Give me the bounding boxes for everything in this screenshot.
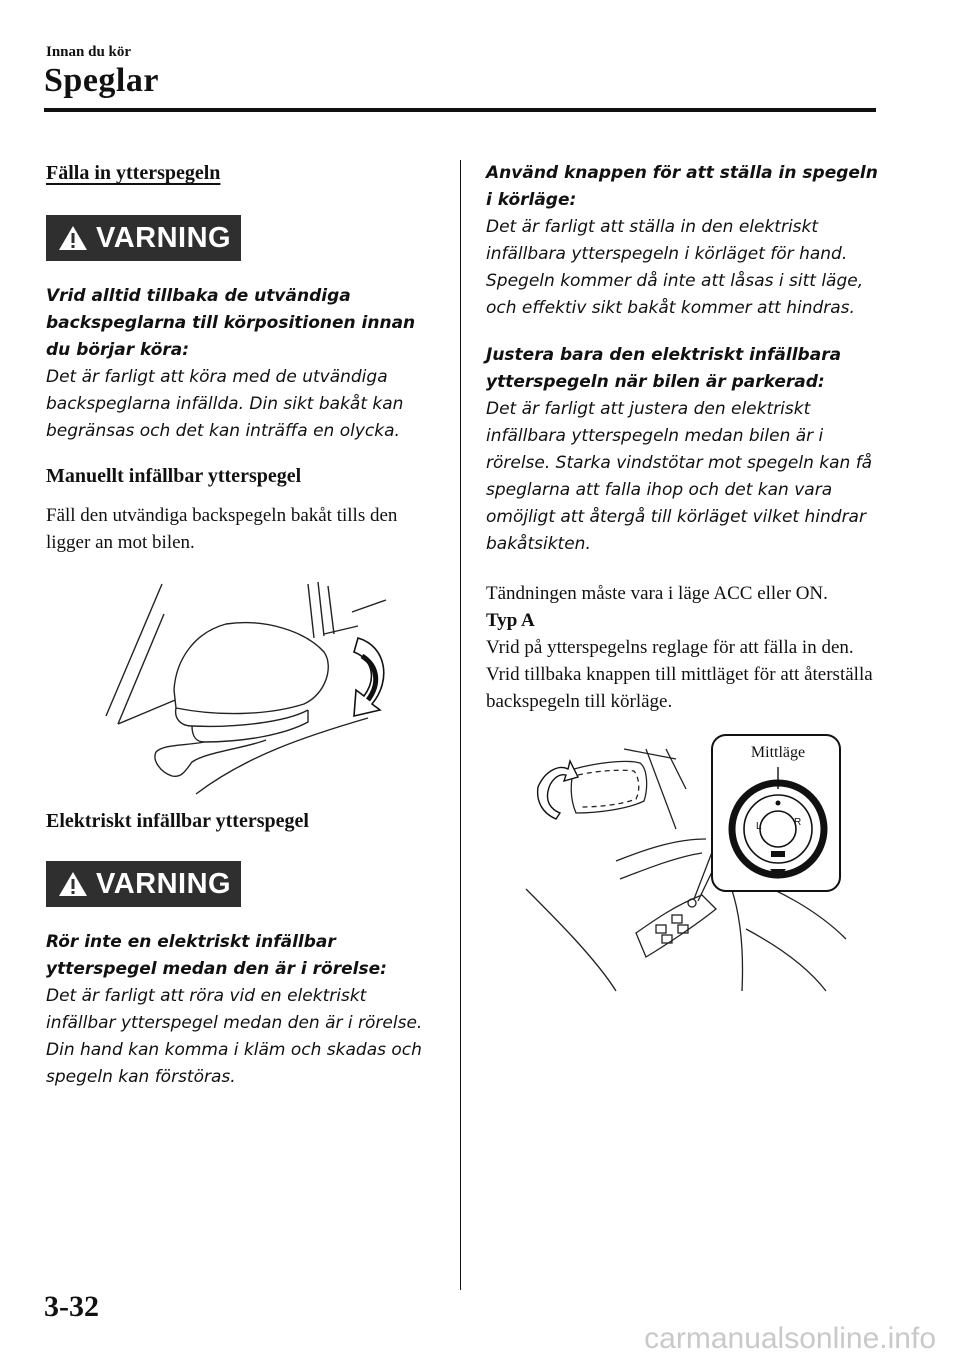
warning-title: Vrid alltid tillbaka de utvändiga backspeglarna till körpositionen innan du börjar köra:	[46, 286, 416, 360]
section-label: Innan du kör	[46, 44, 132, 60]
heading-fold-mirror: Fälla in ytterspegeln	[46, 162, 221, 184]
warning-label: VARNING	[96, 221, 232, 254]
caution-title: Justera bara den elektriskt infällbara ytterspegeln när bilen är parkerad:	[486, 345, 842, 392]
caution-body: Det är farligt att ställa in den elektriskt infällbara ytterspegeln i körläget för hand. Spegeln kommer då inte att låsas i sitt läge, och effektiv sikt bakåt kommer att hindras.	[486, 217, 864, 318]
type-label: Typ A	[486, 610, 535, 631]
manual-mirror-illustration	[96, 576, 396, 796]
warning-text-1	[46, 283, 438, 445]
warning-label: VARNING	[96, 867, 232, 900]
knob-left-label: L	[756, 821, 762, 832]
title-rule	[44, 108, 876, 112]
step-1: Vrid på ytterspegelns reglage för att fälla in den.	[486, 637, 854, 658]
warning-block-1	[46, 215, 438, 261]
left-column	[46, 162, 438, 1091]
page-number: 3-32	[44, 1290, 99, 1323]
knob-right-label: R	[794, 817, 802, 828]
right-column	[486, 160, 886, 999]
heading-electric: Elektriskt infällbar ytterspegel	[46, 810, 309, 832]
electric-switch-illustration	[516, 729, 856, 999]
warning-body: Det är farligt att röra vid en elektriskt infällbar ytterspegel medan den är i rörelse. Din hand kan komma i kläm och skadas och spegeln kan förstöras.	[46, 986, 423, 1087]
warning-triangle-icon	[58, 225, 88, 251]
warning-block-2	[46, 861, 438, 907]
ignition-text: Tändningen måste vara i läge ACC eller ON.	[486, 583, 828, 604]
warning-badge	[46, 861, 241, 907]
heading-manual: Manuellt infällbar ytterspegel	[46, 465, 302, 487]
warning-body: Det är farligt att köra med de utvändiga backspeglarna infällda. Din sikt bakåt kan begränsas och det kan inträffa en olycka.	[46, 367, 404, 441]
page-title: Speglar	[44, 62, 159, 99]
warning-triangle-icon	[58, 871, 88, 897]
watermark: carmanualsonline.info	[644, 1322, 936, 1355]
caution-text-1	[486, 160, 886, 322]
caution-text-2	[486, 342, 886, 558]
caution-title: Använd knappen för att ställa in spegeln i körläge:	[486, 163, 878, 210]
caution-body: Det är farligt att justera den elektriskt infällbara ytterspegeln medan bilen är i rörelse. Starka vindstötar mot spegeln kan få speglarna att falla ihop och det kan vara omöjligt att återgå till körläget vilket hindrar bakåtsikten.	[486, 399, 873, 554]
warning-badge	[46, 215, 241, 261]
warning-title: Rör inte en elektriskt infällbar ytterspegel medan den är i rörelse:	[46, 932, 387, 979]
column-divider	[460, 160, 461, 1290]
step-2: Vrid tillbaka knappen till mittläget för att återställa backspegeln till körläge.	[486, 664, 873, 712]
warning-text-2	[46, 929, 438, 1091]
manual-body: Fäll den utvändiga backspegeln bakåt tills den ligger an mot bilen.	[46, 505, 398, 553]
figure-label-mittlage: Mittläge	[750, 744, 806, 761]
